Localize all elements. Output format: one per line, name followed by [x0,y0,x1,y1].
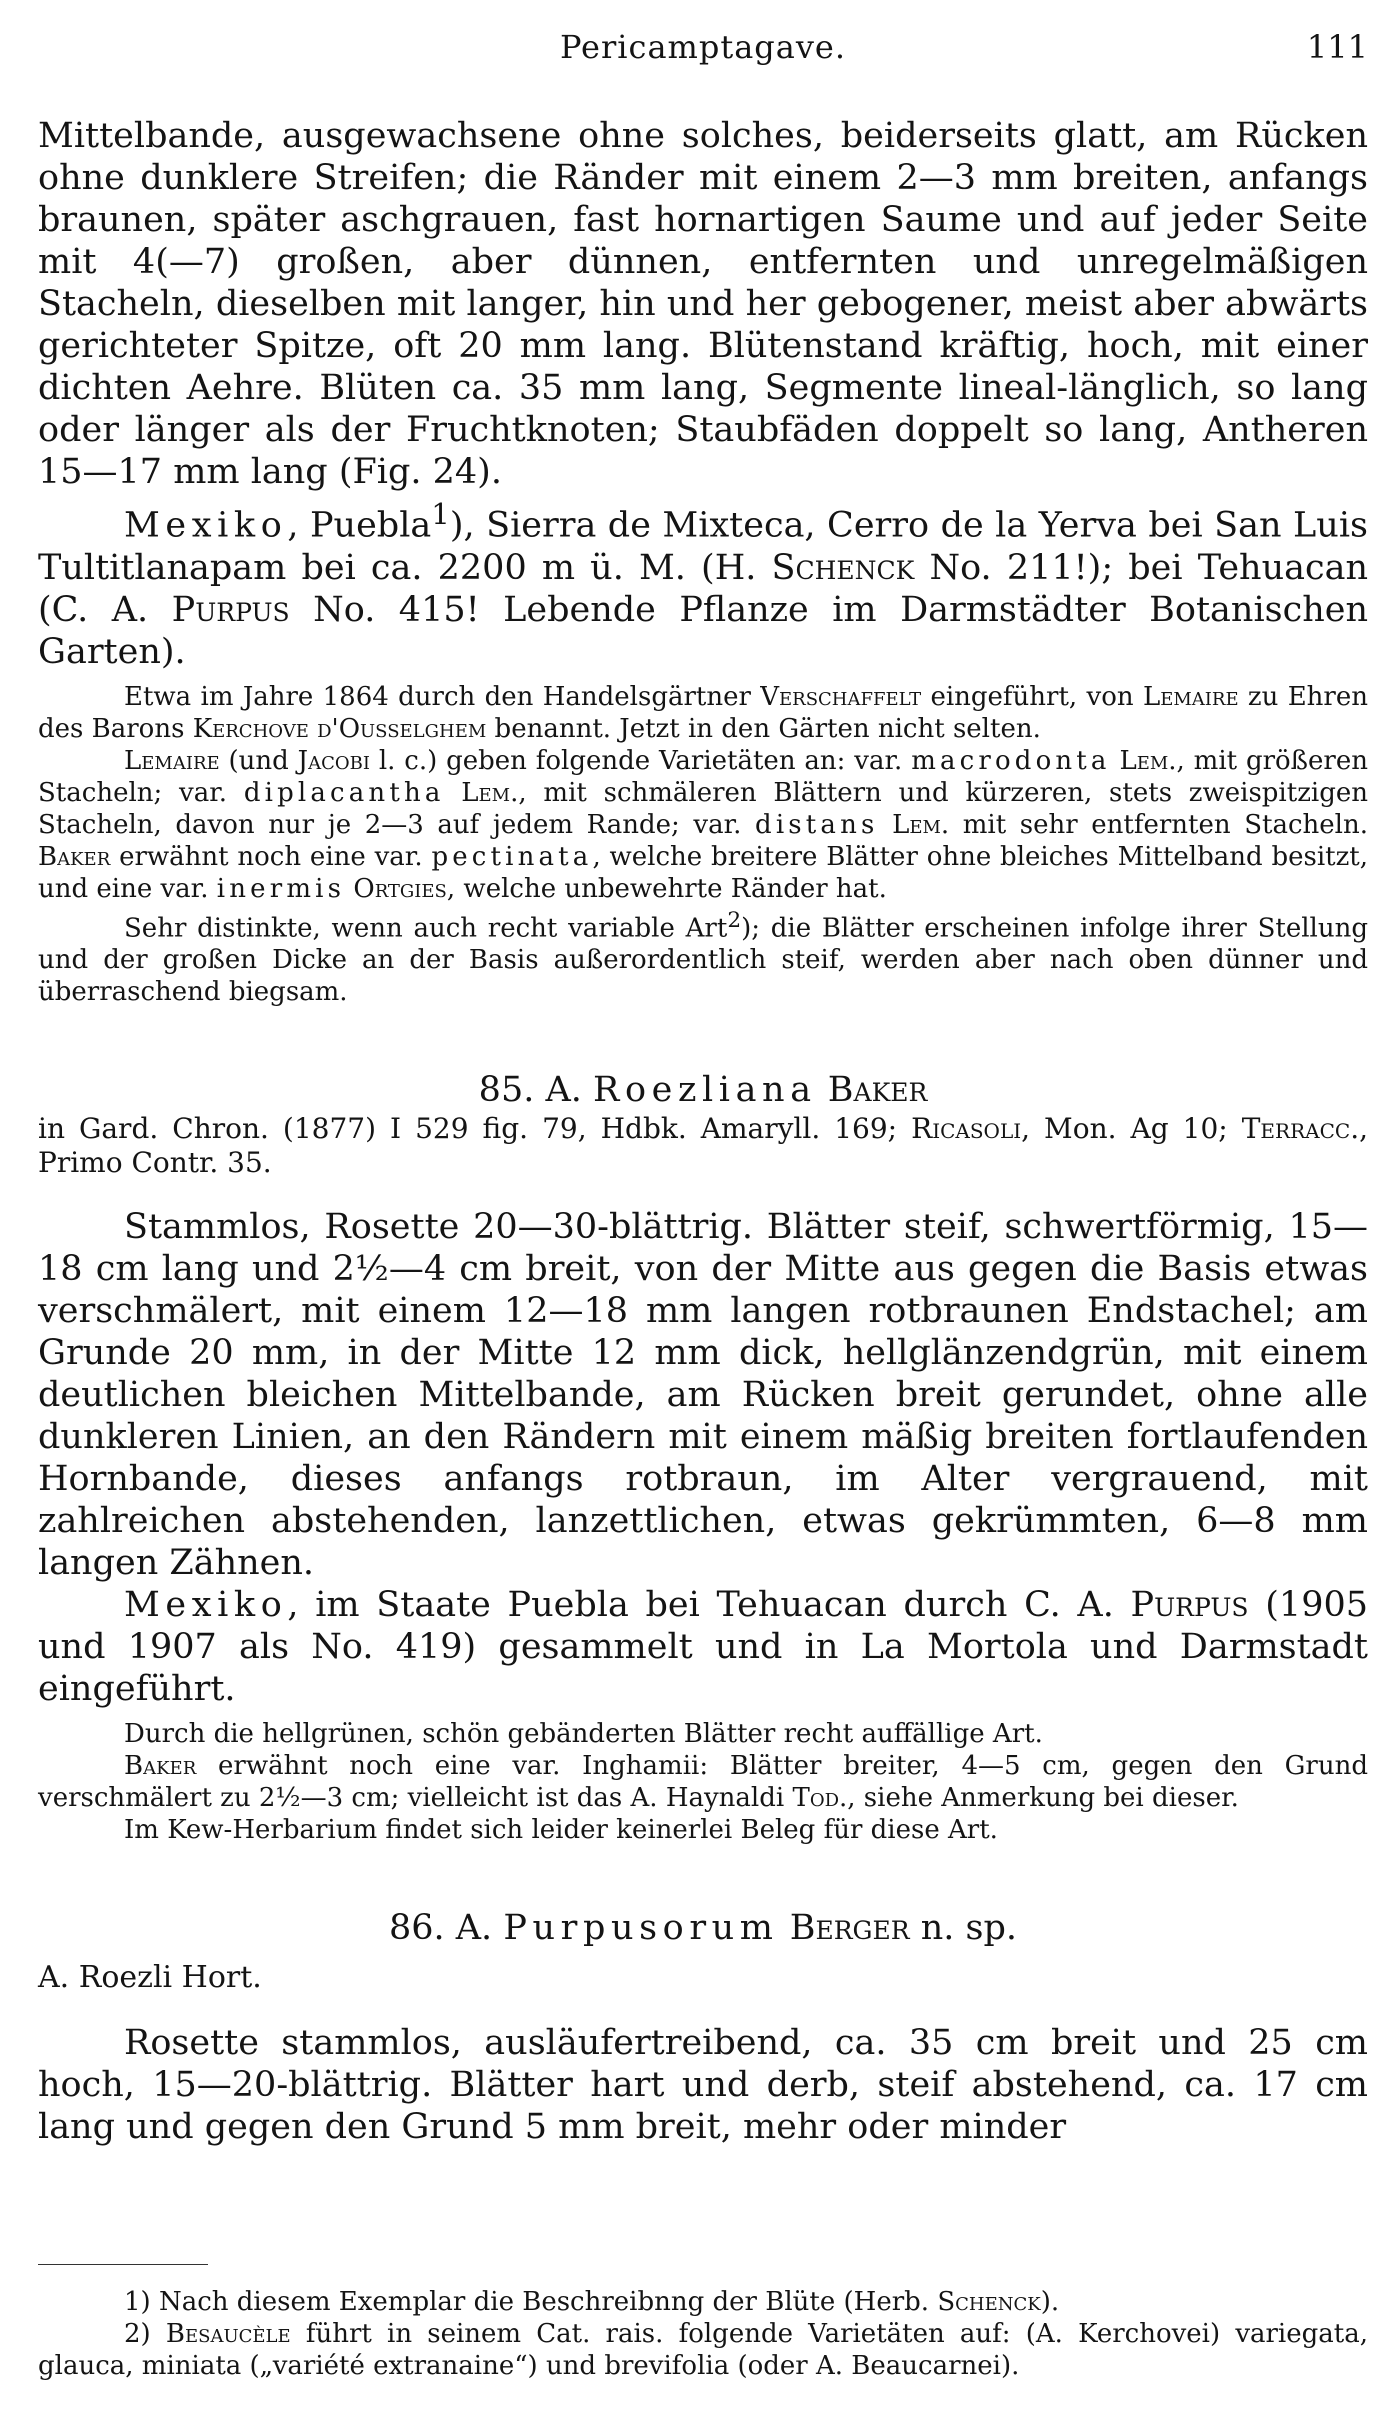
page-number: 111 [1306,28,1368,66]
species-description: Rosette stammlos, ausläufertreibend, ca. 35 cm breit und 25 cm hoch, 15—20-blättrig. Blätter hart und derb, steif abstehend, ca. 17 cm lang und gegen den Grund 5 mm breit, mehr oder minder [38,2023,1368,2148]
species-synonym: A. Roezli Hort. [38,1960,262,1996]
person-name: Besaucèle [165,2319,291,2349]
note-paragraph: Etwa im Jahre 1864 durch den Handelsgärtner Verschaffelt eingeführt, von Lemaire zu Ehren des Barons Kerchove d'Ousselghem benannt. Jetzt in den Gärten nicht selten. [38,681,1368,744]
species-heading-86: 86. A. Purpusorum Berger n. sp. [388,1908,1017,1949]
locality-paragraph: Mexiko, im Staate Puebla bei Tehuacan durch C. A. Purpus (1905 und 1907 als No. 419) gesammelt und in La Mortola und Darmstadt eingeführt. [38,1585,1368,1710]
footnote-1: 1) Nach diesem Exemplar die Beschreibnng der Blüte (Herb. Schenck). [124,2287,1060,2317]
species-description: Stammlos, Rosette 20—30-blättrig. Blätter steif, schwertförmig, 15—18 cm lang und 2½—4 cm breit, von der Mitte aus gegen die Basis etwas verschmälert, mit einem 12—18 mm langen rotbraunen Endstachel; am Grunde 20 mm, in der Mitte 12 mm dick, hellglänzendgrün, mit einem deutlichen bleichen Mittelbande, am Rücken breit gerundet, ohne alle dunkleren Linien, an den Rändern mit einem mäßig breiten fortlaufenden Hornbande, dieses anfangs rotbraun, im Alter vergrauend, mit zahlreichen abstehenden, lanzettlichen, etwas gekrümmten, 6—8 mm langen Zähnen. [38,1207,1368,1584]
species-epithet: Roezliana [593,1070,817,1111]
region-name: Mexiko [124,1585,288,1626]
variety-name: distans [755,809,879,840]
footnote-divider [38,2264,208,2265]
collector-name: Purpus [171,589,290,630]
species-author: Berger [789,1908,910,1949]
note-paragraph: Baker erwähnt noch eine var. Inghamii: Blätter breiter, 4—5 cm, gegen den Grund verschmälert zu 2½—3 cm; vielleicht ist das A. Haynaldi Tod., siehe Anmerkung bei dieser. [38,1751,1368,1814]
footnote-2: 2) Besaucèle führt in seinem Cat. rais. folgende Varietäten auf: (A. Kerchovei) variegata, glauca, miniata („variété extranaine“) und brevifolia (oder A. Beaucarnei). [38,2319,1368,2381]
species-citation: in Gard. Chron. (1877) I 529 fig. 79, Hdbk. Amaryll. 169; Ricasoli, Mon. Ag 10; Terracc., Primo Contr. 35. [38,1112,1368,1180]
person-name: Baker [124,1751,197,1782]
note-paragraph: Durch die hellgrünen, schön gebänderten Blätter recht auffällige Art. [124,1719,1043,1750]
person-name: Verschaffelt [760,681,922,712]
person-name: Lemaire [124,745,220,776]
variety-name: diplacantha [243,777,445,808]
collector-name: Schenck [771,547,915,588]
species-epithet: Purpusorum [503,1908,779,1949]
person-name: Kerchove d'Ousselghem [192,713,487,744]
species-author: Baker [827,1070,928,1111]
person-name: Tod. [792,1783,848,1814]
region-name: Mexiko [124,505,288,546]
person-name: Baker [38,841,111,872]
collector-name: Purpus [1130,1585,1249,1626]
person-name: Lemaire [1142,681,1239,712]
person-name: Terracc. [1241,1112,1360,1146]
note-paragraph: Im Kew-Herbarium findet sich leider keinerlei Beleg für diese Art. [124,1815,998,1846]
description-continued: Mittelbande, ausgewachsene ohne solches, beiderseits glatt, am Rücken ohne dunklere Streifen; die Ränder mit einem 2—3 mm breiten, anfangs braunen, später aschgrauen, fast hornartigen Saume und auf jeder Seite mit 4(—7) großen, aber dünnen, entfernten und unregelmäßigen Stacheln, dieselben mit langer, hin und her gebogener, meist aber abwärts gerichteter Spitze, oft 20 mm lang. Blütenstand kräftig, hoch, mit einer dichten Aehre. Blüten ca. 35 mm lang, Segmente lineal-länglich, so lang oder länger als der Fruchtknoten; Staubfäden doppelt so lang, Antheren 15—17 mm lang (Fig. 24). [38,116,1368,492]
variety-name: macrodonta [911,745,1111,776]
locality-paragraph: Mexiko, Puebla$^1$), Sierra de Mixteca, Cerro de la Yerva bei San Luis Tultitlanapam bei ca. 2200 m ü. M. (H. Schenck No. 211!); bei Tehuacan (C. A. Purpus No. 415! Lebende Pflanze im Darmstädter Botanischen Garten). [38,497,1369,672]
varieties-paragraph: Lemaire (und Jacobi l. c.) geben folgende Varietäten an: var. macrodonta Lem., mit größeren Stacheln; var. diplacantha Lem., mit schmäleren Blättern und kürzeren, stets zweispitzigen Stacheln, davon nur je 2—3 auf jedem Rande; var. distans Lem. mit sehr entfernten Stacheln. Baker erwähnt noch eine var. pectinata, welche breitere Blätter ohne bleiches Mittelband besitzt, und eine var. inermis Ortgies, welche unbewehrte Ränder hat. [38,745,1369,904]
footnote-ref: 2 [727,907,742,933]
page-body [38,115,1368,2148]
person-name: Ricasoli [911,1112,1022,1146]
variety-name: pectinata [431,841,593,872]
remark-paragraph: Sehr distinkte, wenn auch recht variable Art$^2$); die Blätter erscheinen infolge ihrer Stellung und der großen Dicke an der Basis außerordentlich steif, werden aber nach oben dünner und überraschend biegsam. [38,907,1368,1008]
running-head [38,28,1368,72]
footnote-ref: 1 [431,497,450,531]
footnotes [38,2286,1368,2382]
person-name: Schenck [937,2287,1041,2317]
person-name: Jacobi [297,745,370,776]
variety-name: inermis [216,873,346,904]
species-heading-85: 85. A. Roezliana Baker [478,1070,928,1111]
running-title: Pericamptagave. [559,28,847,66]
